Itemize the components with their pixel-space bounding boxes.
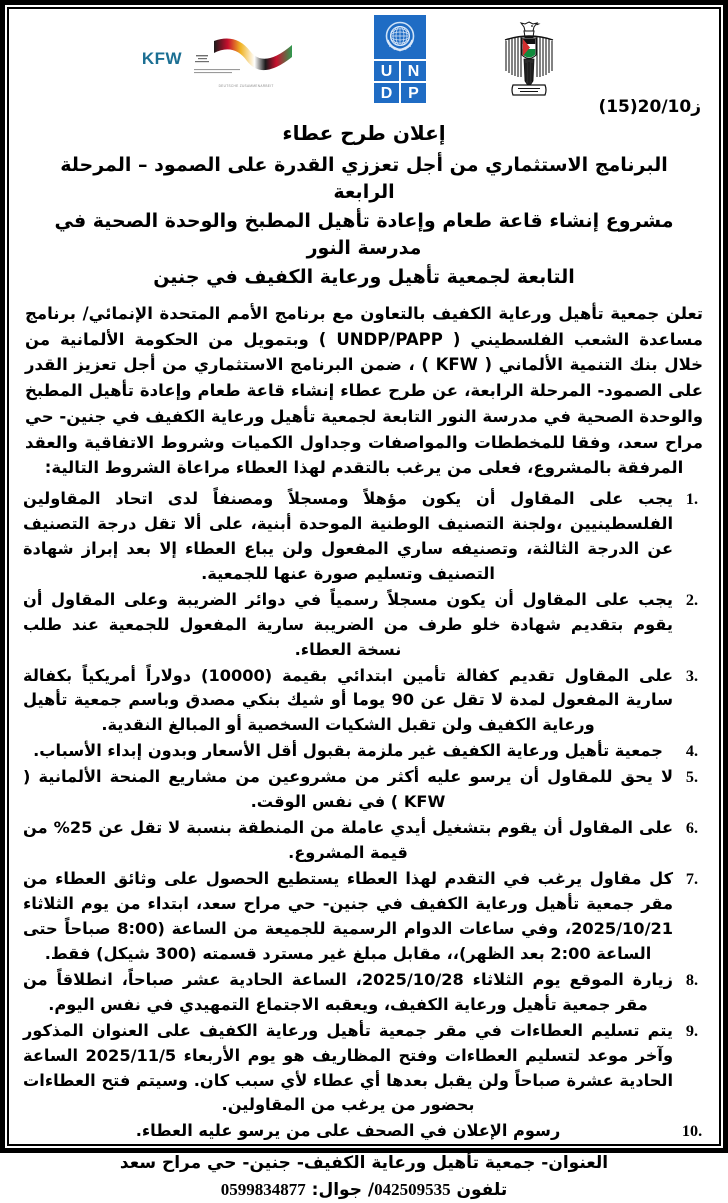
programme-subtitle: البرنامج الاستثماري من أجل تعززي القدرة على الصمود – المرحلة الرابعة bbox=[60, 154, 668, 203]
condition-item: على المقاول تقديم كفالة تأمين ابتدائي بقيمة (10000) دولاراً أمريكياً بكفالة سارية المفعول لمدة لا تقل عن 90 يوما أو شيك بنكي مصدق وباسم جمعية تأهيل ورعاية الكفيف ولن تقبل الشكيات السخصية أو المبالغ النقدية. bbox=[23, 665, 674, 735]
beneficiary-subtitle: التابعة لجمعية تأهيل ورعاية الكفيف في جنين bbox=[153, 265, 575, 288]
condition-item: يجب على المقاول أن يكون مؤهلاً ومسجلاً ومصنفاً لدى اتحاد المقاولين الفلسطينيين ،ولجنة التصنيف الوطنية الموحدة أبنية، على ألا تقل درجة التصنيف عن الدرجة الثالثة، وتصنيفه ساري المفعول ولن يباع العطاء إلا بعد إبراز شهادة التصنيف وتسليم صورة عنها للجمعية. bbox=[23, 488, 673, 583]
conditions-list bbox=[23, 487, 705, 1145]
title-block bbox=[21, 121, 707, 295]
svg-text:P: P bbox=[408, 85, 419, 102]
phone-separator: / bbox=[367, 1180, 375, 1200]
condition-item: زيارة الموقع يوم الثلاثاء 2025/10/28، الساعة الحادية عشر صباحاً، انطلاقاً من مقر جمعية تأهيل ورعاية الكفيف، ويعقبه الاجتماع التمهيدي في نفس اليوم. bbox=[23, 969, 673, 1014]
footer-address: العنوان- جمعية تأهيل ورعاية الكفيف- جنين- حي مراح سعد bbox=[119, 1153, 609, 1174]
condition-item: كل مقاول يرغب في التقدم لهذا العطاء يستطيع الحصول على وثائق العطاء من مقر جمعية تأهيل ورعاية الكفيف في جنين- حي مراح سعد، ابتداء من يوم الثلاثاء 2025/10/21، وفي ساعات الدوام الرسمية للجميعة من الساعة (8:00 صباحاً حتى الساعة 2:00 بعد الظهر)،، مقابل مبلغ غير مسترد قسمته (300 شيكل) فقط. bbox=[23, 869, 674, 963]
project-subtitle: مشروع إنشاء قاعة طعام وإعادة تأهيل المطبخ والوحدة الصحية في مدرسة النور bbox=[54, 209, 674, 259]
mobile-number: 0599834877 bbox=[220, 1180, 306, 1199]
condition-item: رسوم الإعلان في الصحف على من يرسو عليه العطاء. bbox=[135, 1121, 561, 1141]
condition-item: لا يحق للمقاول أن يرسو عليه أكثر من مشروعين من مشاريع المنحة الألمانية ( KFW ) في نفس الوقت. bbox=[23, 767, 673, 812]
condition-item: يجب على المقاول أن يكون مسجلاً رسمياً في دوائر الضريبة وعلى المقاول أن يقوم بتقديم شهادة خلو طرف من الضريبة سارية المفعول للجمعية عند طلب نسخة العطاء. bbox=[23, 589, 673, 659]
german-cooperation-logo-icon bbox=[192, 31, 300, 88]
german-cooperation-kfw-group bbox=[142, 31, 300, 88]
svg-text:U: U bbox=[380, 63, 393, 80]
svg-text:N: N bbox=[407, 63, 420, 80]
logo-row bbox=[21, 15, 707, 103]
condition-item: جمعية تأهيل ورعاية الكفيف غير ملزمة بقبول أقل الأسعار وبدون إبداء الأسباب. bbox=[33, 741, 663, 761]
phone-label: تلفون bbox=[456, 1180, 508, 1200]
undp-logo-icon bbox=[374, 15, 426, 103]
page-title: إعلان طرح عطاء bbox=[282, 121, 446, 145]
phone-number: 042509535 bbox=[374, 1180, 451, 1199]
palestine-eagle-emblem-icon bbox=[500, 19, 558, 99]
svg-text:D: D bbox=[380, 85, 393, 102]
mobile-label: جوال: bbox=[311, 1180, 362, 1200]
intro-paragraph: تعلن جمعية تأهيل ورعاية الكفيف بالتعاون مع برنامج الأمم المتحدة الإنمائي/ برنامج مساعدة الشعب الفلسطيني ( UNDP/PAPP ) وبتمويل من الحكومة الألمانية من خلال بنك التنمية الألماني ( KFW ) ، ضمن البرنامج الاستثماري من أجل تعزيز القدر على الصمود- المرحلة الرابعة، عن طرح عطاء إنشاء قاعة طعام وإعادة تأهيل المطبخ والوحدة الصحية في مدرسة النور التابعة لجمعية تأهيل ورعاية الكفيف في جنين- حي مراح سعد، وفقا للمخططات والمواصفات وجداول الكميات وشروط الاتفاقية والعقد المرفقة بالمشروع، فعلى من يرغب بالتقدم لهذا العطاء مراعاة الشروط التالية: bbox=[25, 303, 703, 478]
german-cooperation-subcaption: DEUTSCHE ZUSAMMENARBEIT bbox=[218, 83, 274, 88]
footer-contact-block bbox=[21, 1151, 707, 1202]
page-inner-frame bbox=[7, 7, 721, 1200]
condition-item: على المقاول أن يقوم بتشغيل أيدي عاملة من المنطقة بنسبة لا تقل عن 25% من قيمة المشروع. bbox=[23, 818, 674, 863]
reference-code: ز20/10(15) bbox=[598, 97, 701, 117]
kfw-logo-label: KFW bbox=[141, 49, 183, 68]
condition-item: يتم تسليم العطاءات في مقر جمعية تأهيل ورعاية الكفيف على العنوان المذكور وآخر موعد لتسليم العطاءات وفتح المظاريف هو يوم الأربعاء 2025/11/5 الساعة الحادية عشرة صباحاً ولن يقبل بعدها أي عطاء لأي سبب كان. وسيتم فتح العطاءات بحضور من يرغب من المقاولين. bbox=[23, 1020, 674, 1115]
footer-phone-line bbox=[21, 1178, 707, 1203]
